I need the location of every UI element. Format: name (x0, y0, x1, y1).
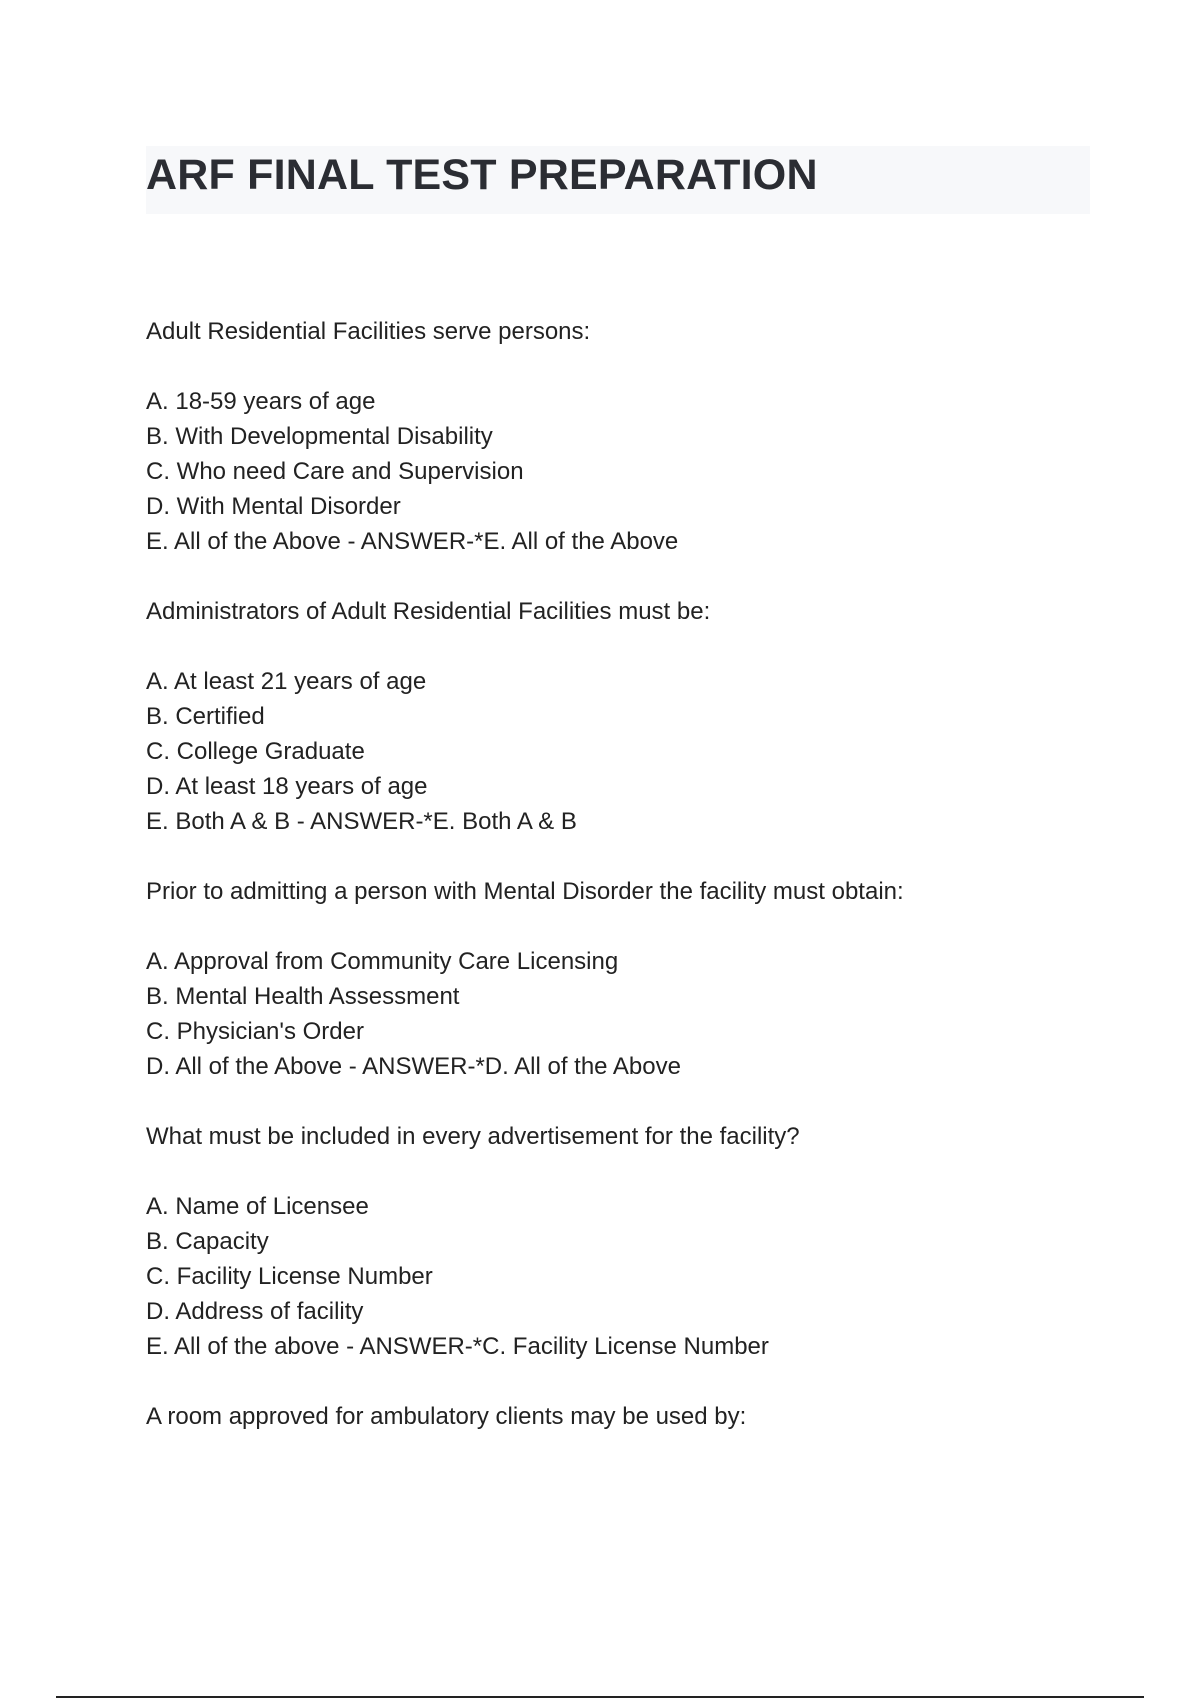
option-list (146, 384, 1106, 559)
question-block-4 (146, 1119, 1106, 1364)
question-prompt: Adult Residential Facilities serve persons: (146, 318, 591, 345)
option-item-answer: E. Both A & B - ANSWER-*E. Both A & B (146, 808, 577, 835)
option-list (146, 944, 1106, 1084)
option-item-answer: E. All of the above - ANSWER-*C. Facility License Number (146, 1333, 769, 1360)
option-item: D. With Mental Disorder (146, 493, 401, 520)
option-item: B. Certified (146, 703, 265, 730)
question-block-2 (146, 594, 1106, 839)
option-item: A. Approval from Community Care Licensing (146, 948, 619, 975)
footer-divider (56, 1696, 1144, 1698)
document-title: ARF FINAL TEST PREPARATION (146, 151, 818, 199)
option-item: B. Capacity (146, 1228, 269, 1255)
option-item: A. Name of Licensee (146, 1193, 369, 1220)
option-list (146, 1189, 1106, 1364)
option-item: B. With Developmental Disability (146, 423, 493, 450)
option-item-answer: D. All of the Above - ANSWER-*D. All of the Above (146, 1053, 681, 1080)
option-item: A. 18-59 years of age (146, 388, 376, 415)
option-item: D. Address of facility (146, 1298, 364, 1325)
option-item: C. Physician's Order (146, 1018, 364, 1045)
option-item: B. Mental Health Assessment (146, 983, 460, 1010)
question-prompt: What must be included in every advertisement for the facility? (146, 1123, 800, 1150)
option-item: C. College Graduate (146, 738, 365, 765)
question-prompt: Administrators of Adult Residential Facilities must be: (146, 598, 711, 625)
question-block-1 (146, 314, 1106, 559)
question-prompt: Prior to admitting a person with Mental Disorder the facility must obtain: (146, 878, 904, 905)
question-block-3 (146, 874, 1106, 1084)
option-item: A. At least 21 years of age (146, 668, 427, 695)
option-item: D. At least 18 years of age (146, 773, 428, 800)
question-list (146, 314, 1106, 1469)
option-list (146, 664, 1106, 839)
question-prompt: A room approved for ambulatory clients may be used by: (146, 1403, 747, 1430)
question-block-5 (146, 1399, 1106, 1434)
option-item: C. Who need Care and Supervision (146, 458, 524, 485)
option-item: C. Facility License Number (146, 1263, 433, 1290)
option-item-answer: E. All of the Above - ANSWER-*E. All of the Above (146, 528, 679, 555)
